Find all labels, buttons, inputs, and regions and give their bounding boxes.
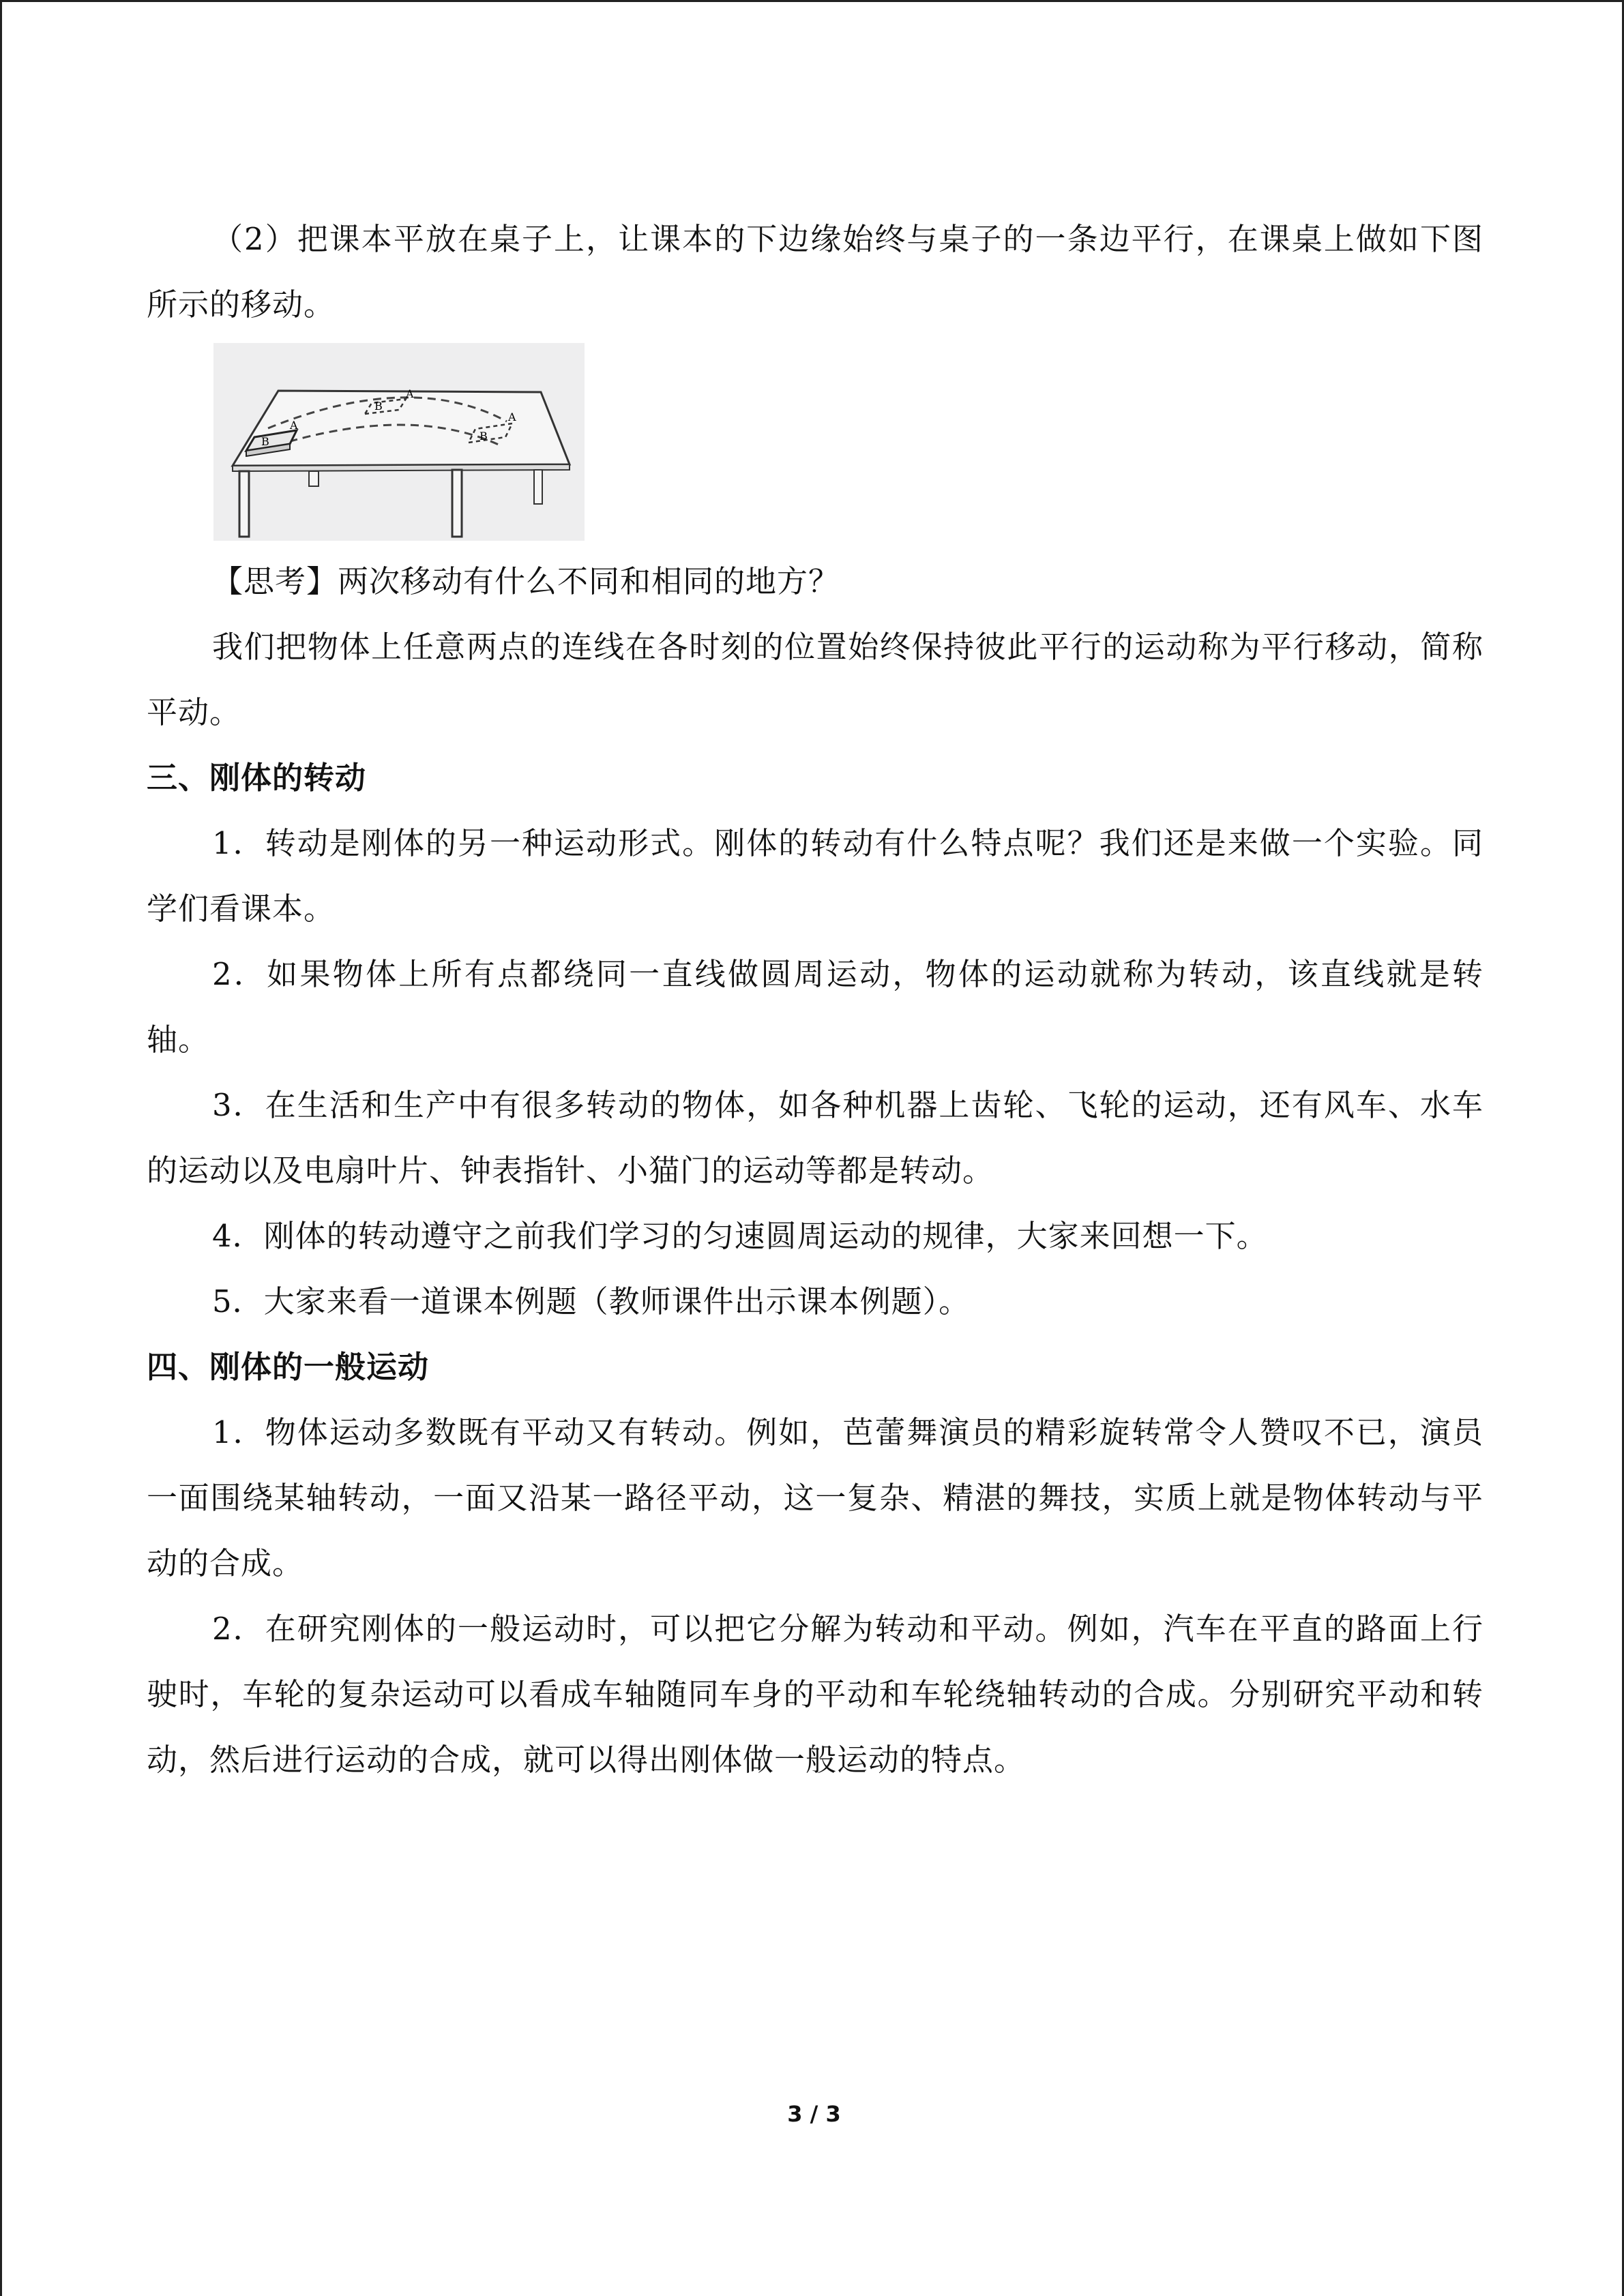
label-a2: A	[406, 387, 414, 400]
paragraph-step-2: （2）把课本平放在桌子上，让课本的下边缘始终与桌子的一条边平行，在课桌上做如下图所示的移动。	[147, 221, 1483, 323]
table-edge	[233, 464, 570, 471]
paragraph-think: 【思考】两次移动有什么不同和相同的地方？	[212, 563, 840, 599]
label-b2: B	[374, 400, 383, 413]
page-content	[147, 207, 1483, 1793]
table-translation-illustration	[213, 343, 585, 541]
label-a1: A	[290, 419, 298, 432]
section-4-item-2: 2．在研究刚体的一般运动时，可以把它分解为转动和平动。例如，汽车在平直的路面上行驶时，车轮的复杂运动可以看成车轴随同车身的平动和车轮绕轴转动的合成。分别研究平动和转动，然后进行运动的合成，就可以得出刚体做一般运动的特点。	[147, 1611, 1483, 1778]
table-leg-front-right	[452, 470, 462, 537]
section-3-item-2: 2．如果物体上所有点都绕同一直线做圆周运动，物体的运动就称为转动，该直线就是转轴。	[147, 956, 1483, 1058]
section-3-item-1: 1．转动是刚体的另一种运动形式。刚体的转动有什么特点呢？我们还是来做一个实验。同学们看课本。	[147, 825, 1483, 927]
page-number: 3 / 3	[787, 2101, 841, 2127]
section-3-heading: 三、刚体的转动	[147, 760, 367, 796]
table-leg-back	[309, 471, 319, 486]
label-a3: A	[508, 411, 516, 423]
table-top	[233, 391, 570, 466]
table-leg-front-left	[239, 471, 249, 537]
table-book-figure	[213, 343, 585, 541]
label-b1: B	[261, 435, 269, 448]
table-leg-right	[534, 470, 542, 504]
section-3-item-3: 3．在生活和生产中有很多转动的物体，如各种机器上齿轮、飞轮的运动，还有风车、水车的运动以及电扇叶片、钟表指针、小猫门的运动等都是转动。	[147, 1087, 1483, 1189]
label-b3: B	[479, 430, 488, 443]
section-3-item-5: 5．大家来看一道课本例题（教师课件出示课本例题）。	[212, 1283, 971, 1320]
section-3-item-4: 4．刚体的转动遵守之前我们学习的匀速圆周运动的规律，大家来回想一下。	[212, 1218, 1268, 1254]
section-4-item-1: 1．物体运动多数既有平动又有转动。例如，芭蕾舞演员的精彩旋转常令人赞叹不已，演员一面围绕某轴转动，一面又沿某一路径平动，这一复杂、精湛的舞技，实质上就是物体转动与平动的合成。	[147, 1414, 1483, 1581]
section-4-heading: 四、刚体的一般运动	[147, 1349, 430, 1385]
paragraph-definition-translation: 我们把物体上任意两点的连线在各时刻的位置始终保持彼此平行的运动称为平行移动，简称平动。	[147, 629, 1483, 730]
